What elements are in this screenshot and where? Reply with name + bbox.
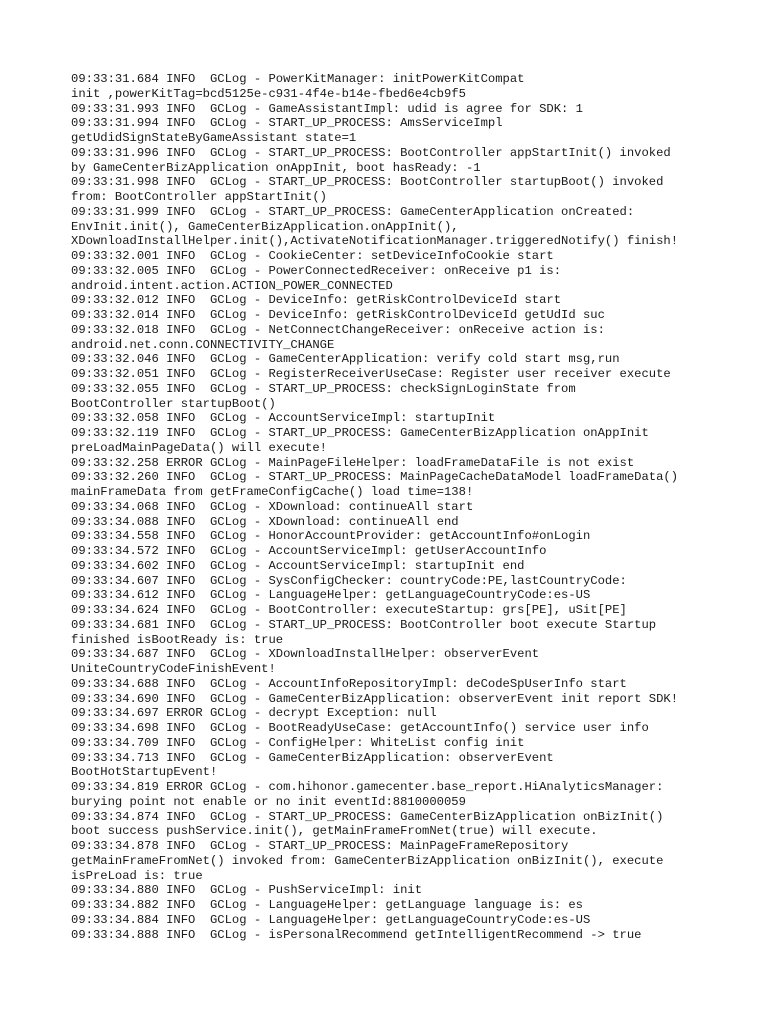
log-line: init ,powerKitTag=bcd5125e-c931-4f4e-b14e-fbed6e4cb9f5 (71, 86, 466, 101)
log-line: 09:33:32.018 INFO GCLog - NetConnectChangeReceiver: onReceive action is: (71, 322, 605, 337)
log-line: 09:33:31.684 INFO GCLog - PowerKitManager: initPowerKitCompat (71, 72, 525, 86)
log-line: preLoadMainPageData() will execute! (71, 440, 327, 455)
log-line: 09:33:34.612 INFO GCLog - LanguageHelper: getLanguageCountryCode:es-US (71, 588, 591, 603)
log-line: 09:33:31.998 INFO GCLog - START_UP_PROCESS: BootController startupBoot() invoked (71, 175, 664, 190)
log-line: mainFrameData from getFrameConfigCache() load time=138! (71, 485, 474, 499)
log-line: 09:33:34.558 INFO GCLog - HonorAccountProvider: getAccountInfo#onLogin (71, 529, 591, 544)
log-line: 09:33:32.119 INFO GCLog - START_UP_PROCESS: GameCenterBizApplication onAppInit (71, 426, 649, 440)
log-line: from: BootController appStartInit() (71, 190, 327, 204)
log-line: getUdidSignStateByGameAssistant state=1 (71, 131, 357, 145)
log-line: 09:33:34.607 INFO GCLog - SysConfigChecker: countryCode:PE,lastCountryCode: (71, 573, 627, 588)
log-line: 09:33:32.260 INFO GCLog - START_UP_PROCESS: MainPageCacheDataModel loadFrameData() (71, 470, 679, 485)
log-line: finished isBootReady is: true (71, 632, 284, 647)
log-line: 09:33:34.690 INFO GCLog - GameCenterBizApplication: observerEvent init report SDK! (71, 691, 679, 706)
log-line: getMainFrameFromNet() invoked from: GameCenterBizApplication onBizInit(), execute (71, 853, 664, 868)
log-line: BootController startupBoot() (71, 396, 276, 411)
log-line: 09:33:32.058 INFO GCLog - AccountServiceImpl: startupInit (71, 411, 496, 426)
log-line: by GameCenterBizApplication onAppInit, boot hasReady: -1 (71, 160, 481, 175)
log-line: 09:33:31.999 INFO GCLog - START_UP_PROCESS: GameCenterApplication onCreated: (71, 204, 635, 219)
log-line: 09:33:34.687 INFO GCLog - XDownloadInstallHelper: observerEvent (71, 647, 540, 662)
log-line: 09:33:34.878 INFO GCLog - START_UP_PROCESS: MainPageFrameRepository (71, 839, 569, 853)
log-line: android.intent.action.ACTION_POWER_CONNECTED (71, 278, 393, 293)
log-line: 09:33:31.994 INFO GCLog - START_UP_PROCESS: AmsServiceImpl (71, 116, 503, 131)
log-line: 09:33:31.996 INFO GCLog - START_UP_PROCESS: BootController appStartInit() invoked (71, 145, 671, 160)
log-line: BootHotStartupEvent! (71, 765, 218, 780)
log-line: android.net.conn.CONNECTIVITY_CHANGE (71, 337, 335, 352)
log-line: 09:33:34.713 INFO GCLog - GameCenterBizApplication: observerEvent (71, 750, 554, 765)
log-line: burying point not enable or no init eventId:8810000059 (71, 794, 466, 809)
log-line: 09:33:34.602 INFO GCLog - AccountServiceImpl: startupInit end (71, 558, 525, 573)
log-line: XDownloadInstallHelper.init(),ActivateNotificationManager.triggeredNotify() finish! (71, 234, 679, 249)
log-line: 09:33:32.012 INFO GCLog - DeviceInfo: getRiskControlDeviceId start (71, 293, 562, 308)
log-line: 09:33:32.014 INFO GCLog - DeviceInfo: getRiskControlDeviceId getUdId suc (71, 308, 605, 322)
log-line: 09:33:34.884 INFO GCLog - LanguageHelper: getLanguageCountryCode:es-US (71, 912, 591, 927)
log-line: 09:33:34.880 INFO GCLog - PushServiceImpl: init (71, 883, 423, 898)
log-line: 09:33:34.882 INFO GCLog - LanguageHelper: getLanguage language is: es (71, 898, 583, 912)
log-line: 09:33:32.055 INFO GCLog - START_UP_PROCESS: checkSignLoginState from (71, 381, 576, 396)
log-line: 09:33:32.258 ERROR GCLog - MainPageFileHelper: loadFrameDataFile is not exist (71, 455, 635, 470)
log-line: 09:33:34.709 INFO GCLog - ConfigHelper: WhiteList config init (71, 735, 525, 750)
log-line: 09:33:34.572 INFO GCLog - AccountServiceImpl: getUserAccountInfo (71, 544, 547, 558)
log-line: 09:33:32.051 INFO GCLog - RegisterReceiverUseCase: Register user receiver execute (71, 367, 671, 381)
log-line: 09:33:34.697 ERROR GCLog - decrypt Exception: null (71, 706, 437, 721)
log-line: 09:33:34.068 INFO GCLog - XDownload: continueAll start (71, 499, 474, 514)
log-line: isPreLoad is: true (71, 868, 203, 883)
log-line: 09:33:32.046 INFO GCLog - GameCenterApplication: verify cold start msg,run (71, 352, 620, 367)
log-line: 09:33:34.681 INFO GCLog - START_UP_PROCESS: BootController boot execute Startup (71, 617, 657, 632)
log-line: 09:33:34.688 INFO GCLog - AccountInfoRepositoryImpl: deCodeSpUserInfo start (71, 676, 627, 691)
log-line: 09:33:32.001 INFO GCLog - CookieCenter: setDeviceInfoCookie start (71, 249, 554, 263)
log-line: 09:33:34.624 INFO GCLog - BootController: executeStartup: grs[PE], uSit[PE] (71, 603, 627, 617)
log-line: EnvInit.init(), GameCenterBizApplication.onAppInit(), (71, 219, 459, 234)
log-line: 09:33:34.698 INFO GCLog - BootReadyUseCase: getAccountInfo() service user info (71, 721, 649, 735)
log-line: 09:33:32.005 INFO GCLog - PowerConnectedReceiver: onReceive p1 is: (71, 263, 562, 278)
log-line: 09:33:34.819 ERROR GCLog - com.hihonor.gamecenter.base_report.HiAnalyticsManager: (71, 780, 664, 794)
log-line: UniteCountryCodeFinishEvent! (71, 662, 276, 676)
log-line: 09:33:31.993 INFO GCLog - GameAssistantImpl: udid is agree for SDK: 1 (71, 101, 583, 116)
log-line: boot success pushService.init(), getMainFrameFromNet(true) will execute. (71, 824, 598, 839)
log-line: 09:33:34.888 INFO GCLog - isPersonalRecommend getIntelligentRecommend -> true (71, 927, 642, 942)
log-line: 09:33:34.088 INFO GCLog - XDownload: continueAll end (71, 514, 459, 529)
log-document (71, 72, 761, 942)
log-line: 09:33:34.874 INFO GCLog - START_UP_PROCESS: GameCenterBizApplication onBizInit() (71, 809, 664, 824)
